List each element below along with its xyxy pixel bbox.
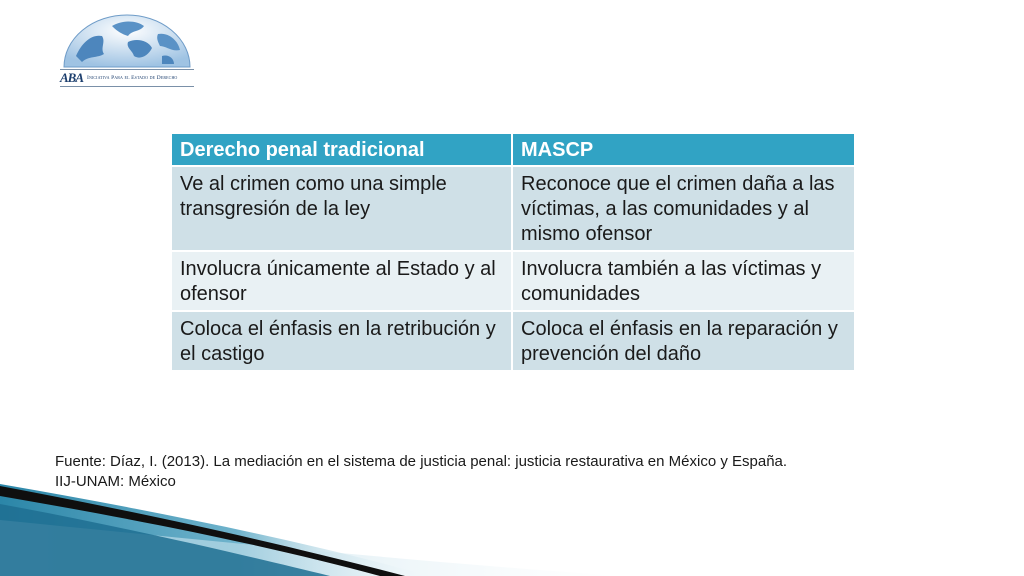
table-row xyxy=(171,251,855,311)
source-line-1: Fuente: Díaz, I. (2013). La mediación en el sistema de justicia penal: justicia restaurativa en México y España. xyxy=(55,453,788,470)
comparison-table xyxy=(170,132,856,372)
table-cell: Involucra únicamente al Estado y al ofensor xyxy=(171,251,512,311)
table-row xyxy=(171,166,855,251)
table-row xyxy=(171,311,855,371)
logo-initiative: Iniciativa Para el Estado de Derecho xyxy=(87,75,178,81)
table-cell: Coloca el énfasis en la retribución y el castigo xyxy=(171,311,512,371)
table-cell: Involucra también a las víctimas y comunidades xyxy=(512,251,855,311)
table-header-row xyxy=(171,133,855,166)
header-traditional: Derecho penal tradicional xyxy=(171,133,512,166)
decorative-swoosh xyxy=(0,470,1024,576)
table-cell: Reconoce que el crimen daña a las víctimas, a las comunidades y al mismo ofensor xyxy=(512,166,855,251)
source-line-2: IIJ-UNAM: México xyxy=(55,473,176,490)
table-cell: Coloca el énfasis en la reparación y prevención del daño xyxy=(512,311,855,371)
table-cell: Ve al crimen como una simple transgresión de la ley xyxy=(171,166,512,251)
logo-abbr: ABA xyxy=(60,70,84,85)
header-mascp: MASCP xyxy=(512,133,855,166)
globe-icon xyxy=(62,12,192,68)
aba-logo xyxy=(58,12,194,84)
logo-wordmark xyxy=(60,69,194,87)
